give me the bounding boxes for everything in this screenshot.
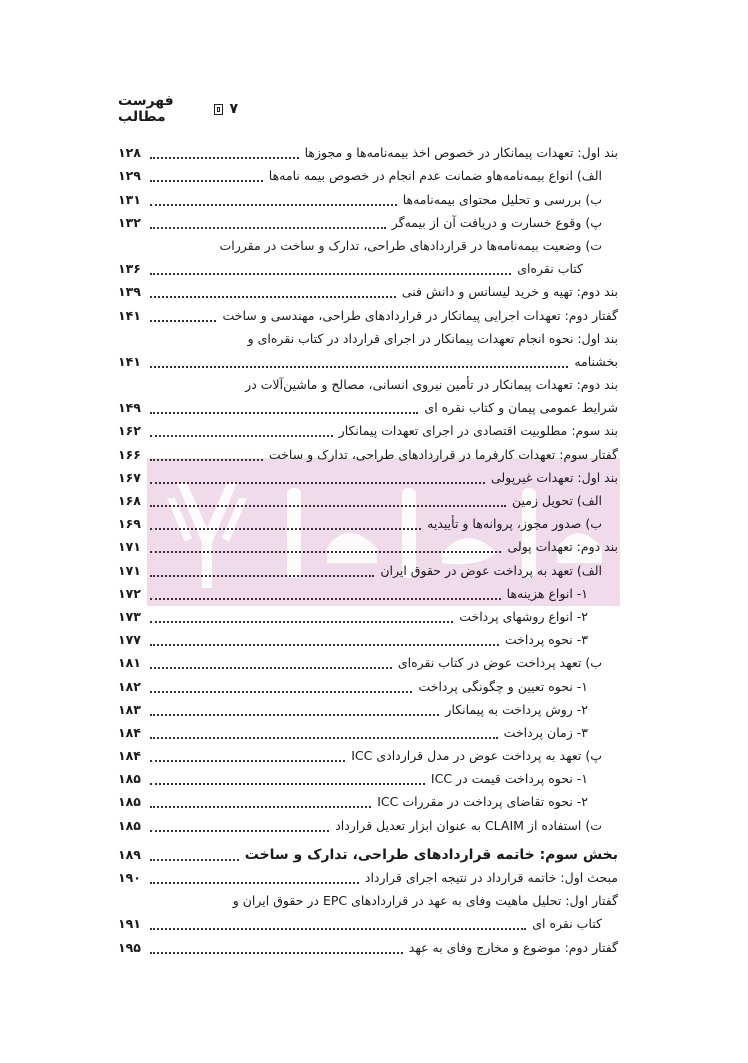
- toc-entry-page: ۱۴۱: [118, 307, 141, 323]
- toc-entry: [118, 743, 618, 766]
- square-ornament-icon: [214, 104, 223, 115]
- toc-entry-page: ۱۳۱: [118, 191, 141, 207]
- toc-entry-title: بند اول: تعهدات پیمانکار در خصوص اخذ بیمه‌نامه‌ها و مجوزها: [304, 145, 618, 161]
- toc-entry: [118, 372, 618, 395]
- toc-entry-title: ۱- نحوه تعیین و چگونگی پرداخت: [418, 678, 588, 694]
- toc-dot-leader: [150, 203, 397, 206]
- toc-entry: [118, 488, 618, 511]
- toc-dot-leader: [150, 574, 374, 577]
- toc-entry-page: ۱۲۹: [118, 168, 141, 184]
- toc-entry-page: ۱۷۱: [118, 562, 141, 578]
- toc-entry: [118, 934, 618, 957]
- toc-entry: [118, 256, 618, 279]
- toc-entry-title: گفتار دوم: تعهدات اجرایی پیمانکار در قراردادهای طراحی، مهندسی و ساخت: [222, 307, 618, 323]
- toc-entry-page: ۱۶۹: [118, 516, 141, 532]
- toc-entry-title: بند دوم: تعهدات پیمانکار در تأمین نیروی انسانی، مصالح و ماشین‌آلات در: [245, 377, 618, 393]
- toc-dot-leader: [150, 736, 498, 739]
- toc-entry: [118, 163, 618, 186]
- toc-entry-page: ۱۸۵: [118, 771, 141, 787]
- toc-dot-leader: [150, 411, 418, 414]
- toc-entry-page: ۱۸۵: [118, 817, 141, 833]
- toc-entry-page: ۱۹۵: [118, 939, 141, 955]
- toc-entry-page: ۱۶۶: [118, 446, 141, 462]
- toc-entry-title: ب) بررسی و تحلیل محتوای بیمه‌نامه‌ها: [402, 191, 602, 207]
- toc-entry: [118, 186, 618, 209]
- toc-entry-title: ۱- نحوه پرداخت قیمت در ICC: [430, 771, 588, 787]
- toc-entry-title: ۳- نحوه پرداخت: [504, 632, 588, 648]
- toc-entry-title: کتاب نقره ای: [532, 916, 602, 932]
- toc-entry-page: ۱۹۱: [118, 916, 141, 932]
- toc-entry: [118, 557, 618, 580]
- toc-entry: [118, 766, 618, 789]
- toc-entry-title: ب) تعهد پرداخت عوض در کتاب نقره‌ای: [397, 655, 602, 671]
- toc-entry: [118, 441, 618, 464]
- toc-entry-title: گفتار سوم: تعهدات کارفرما در قراردادهای طراحی، تدارک و ساخت: [268, 446, 618, 462]
- toc-entry-title: شرایط عمومی پیمان و کتاب نقره ای: [424, 400, 618, 416]
- toc-entry: [118, 673, 618, 696]
- toc-entry-title: ۳- زمان پرداخت: [503, 724, 588, 740]
- header-title: فهرست مطالب: [118, 93, 174, 125]
- toc-dot-leader: [150, 881, 359, 884]
- toc-entry: [118, 812, 618, 835]
- toc-dot-leader: [150, 858, 239, 861]
- toc-entry-title: مبحث اول: خاتمه قرارداد در نتیجه اجرای قرارداد: [364, 870, 618, 885]
- toc-entry: [118, 418, 618, 441]
- toc-entry-title: بند دوم: تعهدات پولی: [507, 539, 618, 555]
- toc-dot-leader: [150, 643, 499, 646]
- toc-entry-title: گفتار دوم: موضوع و مخارج وفای به عهد: [408, 939, 618, 955]
- toc-dot-leader: [150, 597, 501, 600]
- toc-entry-page: ۱۷۲: [118, 585, 141, 601]
- toc-entry-page: ۱۸۲: [118, 678, 141, 694]
- toc-entry-title: الف) تعهد به پرداخت عوض در حقوق ایران: [380, 562, 602, 578]
- toc-dot-leader: [150, 319, 216, 322]
- toc-entry-title: الف) تحویل زمین: [511, 493, 602, 508]
- toc-entry-page: ۱۳۲: [118, 214, 141, 230]
- toc-dot-leader: [150, 365, 568, 368]
- toc-entry-page: ۱۸۴: [118, 724, 141, 740]
- toc-dot-leader: [150, 226, 386, 229]
- toc-dot-leader: [150, 527, 421, 530]
- toc-dot-leader: [150, 666, 392, 669]
- toc-entry-page: ۱۷۱: [118, 539, 141, 555]
- toc-entry-title: الف) انواع بیمه‌نامه‌هاو ضمانت عدم انجام در خصوص بیمه نامه‌ها: [268, 168, 602, 184]
- toc-entry-title: پ) تعهد به پرداخت عوض در مدل قراردادی ICC: [351, 748, 602, 764]
- toc-entry-title: گفتار اول: تحلیل ماهیت وفای به عهد در قراردادهای EPC در حقوق ایران و: [232, 893, 618, 909]
- toc-entry-page: ۱۴۱: [118, 353, 141, 369]
- toc-dot-leader: [150, 179, 263, 182]
- toc-dot-leader: [150, 782, 425, 785]
- toc-entry: [118, 650, 618, 673]
- toc-entry: [118, 865, 618, 888]
- toc-entry-page: ۱۲۸: [118, 145, 141, 161]
- toc-entry-title: ۲- روش پرداخت به پیمانکار: [445, 701, 588, 717]
- toc-entry: [118, 604, 618, 627]
- toc-entry-page: ۱۳۶: [118, 261, 141, 277]
- toc-entry: [118, 581, 618, 604]
- toc-dot-leader: [150, 759, 345, 762]
- toc-entry-title: ب) صدور مجوز، پروانه‌ها و تأییدیه: [427, 516, 602, 532]
- toc-entry: [118, 140, 618, 163]
- toc-entry-title: پ) وقوع خسارت و دریافت آن از بیمه‌گر: [391, 214, 602, 230]
- toc-entry-page: ۱۸۴: [118, 748, 141, 764]
- toc-entry-title: ۱- انواع هزینه‌ها: [506, 585, 588, 601]
- header-page-number: ۷: [229, 101, 238, 117]
- toc-entry: [118, 349, 618, 372]
- toc-entry: [118, 842, 618, 865]
- toc-entry-title: ت) وضعیت بیمه‌نامه‌ها در قراردادهای طراحی، تدارک و ساخت در مقررات: [219, 237, 602, 253]
- toc-entry: [118, 465, 618, 488]
- toc-dot-leader: [150, 690, 412, 693]
- toc-dot-leader: [150, 620, 453, 623]
- toc-entry-title: بند اول: نحوه انجام تعهدات پیمانکار در اجرای قرارداد در کتاب نقره‌ای و: [247, 330, 618, 346]
- toc-entry: [118, 697, 618, 720]
- toc-entry: [118, 511, 618, 534]
- toc-entry-page: ۱۸۱: [118, 655, 141, 671]
- toc-dot-leader: [150, 550, 501, 553]
- toc-dot-leader: [150, 295, 396, 298]
- toc-dot-leader: [150, 504, 506, 507]
- toc-entry-page: ۱۶۷: [118, 469, 141, 485]
- toc-entry-title: ۲- انواع روشهای پرداخت: [459, 608, 588, 624]
- toc-dot-leader: [150, 458, 263, 461]
- toc-entry-title: ت) استفاده از CLAIM به عنوان ابزار تعدیل قرارداد: [335, 817, 602, 833]
- toc-entry-title: بند دوم: تهیه و خرید لیسانس و دانش فنی: [401, 284, 618, 300]
- toc-entry-page: ۱۸۹: [118, 846, 141, 862]
- toc-dot-leader: [150, 481, 485, 484]
- toc-entry: [118, 233, 618, 256]
- toc-dot-leader: [150, 927, 526, 930]
- toc-entry-page: ۱۳۹: [118, 284, 141, 300]
- toc-entry: [118, 326, 618, 349]
- toc-entry-title: کتاب نقره‌ای: [517, 261, 583, 277]
- toc-entry-page: ۱۴۹: [118, 400, 141, 416]
- toc-entry-title: بخشنامه: [574, 353, 618, 369]
- table-of-contents: [118, 140, 618, 958]
- toc-entry-page: ۱۷۷: [118, 632, 141, 648]
- toc-entry-page: ۱۶۲: [118, 423, 141, 439]
- toc-entry: [118, 395, 618, 418]
- toc-entry: [118, 888, 618, 911]
- toc-dot-leader: [150, 829, 329, 832]
- toc-dot-leader: [150, 951, 403, 954]
- toc-entry-page: ۱۷۳: [118, 608, 141, 624]
- toc-entry-title: بخش سوم: خاتمه قراردادهای طراحی، تدارک و ساخت: [244, 846, 618, 863]
- toc-dot-leader: [150, 805, 371, 808]
- toc-dot-leader: [150, 272, 511, 275]
- toc-entry: [118, 279, 618, 302]
- toc-entry: [118, 627, 618, 650]
- toc-dot-leader: [150, 434, 333, 437]
- toc-entry: [118, 789, 618, 812]
- toc-entry-page: ۱۹۰: [118, 870, 141, 885]
- toc-entry-title: بند سوم: مطلوبیت اقتصادی در اجرای تعهدات پیمانکار: [338, 423, 618, 439]
- toc-entry-title: بند اول: تعهدات غیرپولی: [491, 469, 618, 485]
- toc-dot-leader: [150, 713, 439, 716]
- toc-entry: [118, 302, 618, 325]
- toc-entry: [118, 210, 618, 233]
- toc-entry-page: ۱۶۸: [118, 493, 141, 508]
- toc-entry: [118, 534, 618, 557]
- toc-entry: [118, 911, 618, 934]
- toc-entry-page: ۱۸۳: [118, 701, 141, 717]
- toc-entry-page: ۱۸۵: [118, 794, 141, 810]
- toc-entry: [118, 720, 618, 743]
- page-header: [118, 93, 238, 125]
- toc-entry-title: ۲- نحوه تقاضای پرداخت در مقررات ICC: [377, 794, 588, 810]
- toc-dot-leader: [150, 156, 299, 159]
